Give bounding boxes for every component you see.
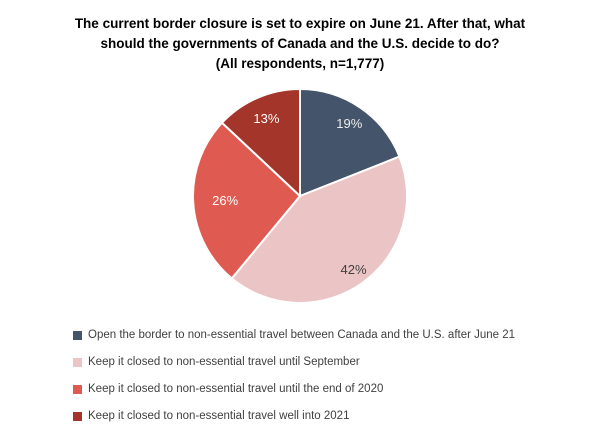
legend-label: Keep it closed to non-essential travel until September [88,356,360,368]
pie-legend [73,328,515,423]
legend-item-open-border [73,328,515,342]
legend-label: Keep it closed to non-essential travel well into 2021 [88,410,350,422]
legend-label: Open the border to non-essential travel between Canada and the U.S. after June 21 [88,329,516,341]
legend-swatch-closed-into-2021 [73,412,82,421]
legend-swatch-closed-until-september [73,358,82,367]
pie-slice-label-1: 42% [340,262,367,278]
pie-slice-label-0: 19% [336,115,363,131]
chart-title-line-2: should the governments of Canada and the U.S. decide to do? [100,36,500,51]
legend-swatch-open-border [73,331,82,340]
legend-swatch-closed-until-end-2020 [73,385,82,394]
legend-item-closed-into-2021 [73,409,515,423]
legend-item-closed-until-end-2020 [73,382,515,396]
chart-title-line-3: (All respondents, n=1,777) [215,56,385,71]
legend-label: Keep it closed to non-essential travel until the end of 2020 [88,383,384,395]
pie-slice-label-3: 13% [253,110,280,126]
chart-title-line-1: The current border closure is set to expire on June 21. After that, what [74,16,526,31]
pie-slice-label-2: 26% [212,193,239,209]
legend-item-closed-until-september [73,355,515,369]
